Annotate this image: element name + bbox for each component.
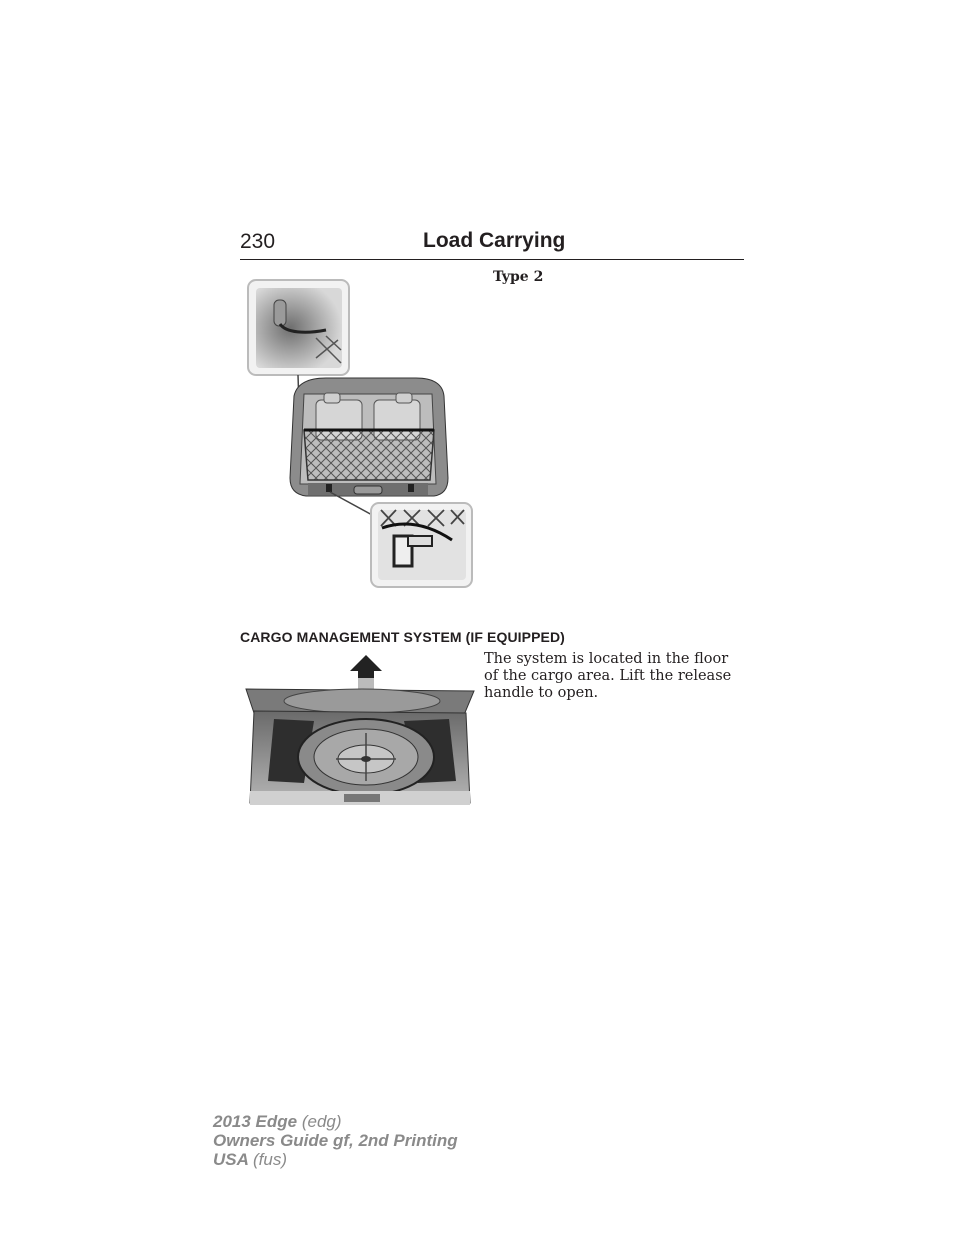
page-title: Load Carrying [423, 229, 566, 252]
section-heading: CARGO MANAGEMENT SYSTEM (IF EQUIPPED) [240, 629, 565, 645]
footer-model: 2013 Edge [213, 1112, 298, 1131]
footer [213, 1112, 458, 1169]
footer-model-code: (edg) [301, 1112, 342, 1131]
cargo-management-illustration [244, 653, 476, 807]
header-divider [240, 259, 744, 260]
footer-line-1 [213, 1112, 458, 1131]
cargo-net-illustration [246, 278, 476, 590]
footer-line-3 [213, 1150, 458, 1169]
figure-caption: Type 2 [493, 269, 544, 285]
section-body: The system is located in the floor of the cargo area. Lift the release handle to open. [484, 651, 732, 701]
page-number: 230 [240, 230, 276, 253]
footer-market: USA [213, 1150, 249, 1169]
footer-line-2: Owners Guide gf, 2nd Printing [213, 1131, 458, 1150]
footer-market-code: (fus) [253, 1150, 287, 1169]
